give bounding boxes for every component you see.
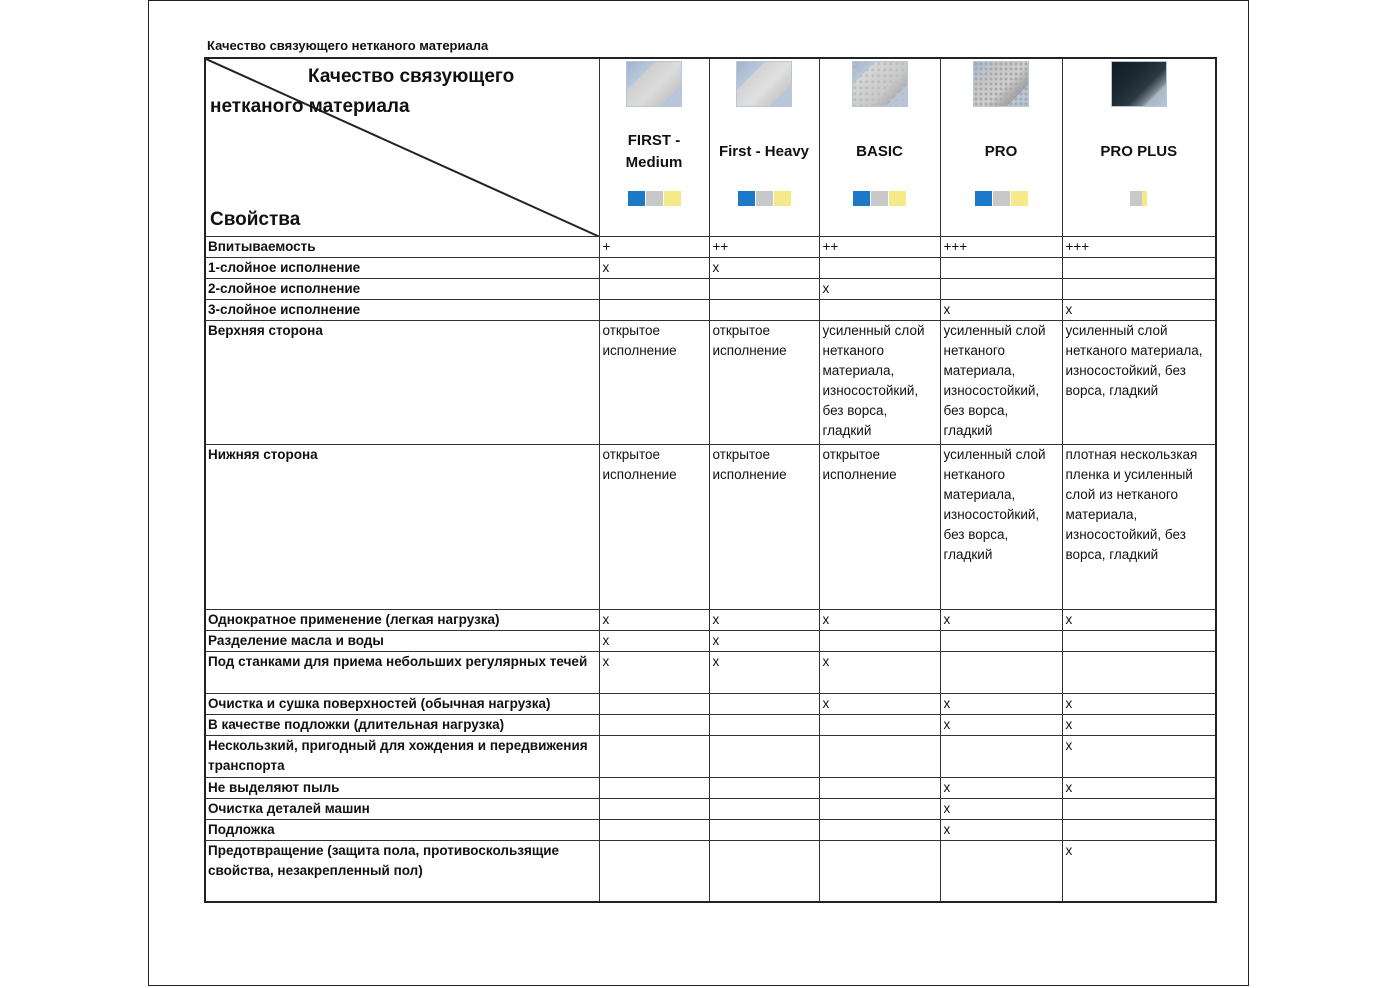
color-options (713, 191, 816, 206)
product-header-cell (709, 58, 819, 236)
blue-swatch (628, 191, 645, 206)
table-cell (940, 651, 1062, 693)
table-cell: открытое исполнение (599, 444, 709, 609)
corner-title-line1: Качество связующего (308, 66, 515, 87)
dark-nonwoven-sample-image (1111, 61, 1167, 107)
product-header-cell (819, 58, 940, 236)
color-options (944, 191, 1059, 206)
table-row (205, 299, 1216, 320)
table-cell (819, 798, 940, 819)
product-header-cell (940, 58, 1062, 236)
product-name: First - Heavy (718, 143, 810, 160)
table-row (205, 798, 1216, 819)
comparison-table (204, 57, 1217, 903)
property-label: В качестве подложки (длительная нагрузка) (205, 714, 599, 735)
property-label: 3-слойное исполнение (205, 299, 599, 320)
table-cell: ++ (819, 236, 940, 257)
table-row (205, 819, 1216, 840)
table-cell (709, 735, 819, 777)
table-row (205, 693, 1216, 714)
table-cell (599, 840, 709, 902)
property-label: Однократное применение (легкая нагрузка) (205, 609, 599, 630)
property-label: Очистка и сушка поверхностей (обычная нагрузка) (205, 693, 599, 714)
table-cell: усиленный слой нетканого материала, износостойкий, без ворса, гладкий (940, 444, 1062, 609)
table-cell (940, 257, 1062, 278)
table-cell (709, 819, 819, 840)
product-name: BASIC (856, 143, 903, 160)
table-cell (599, 693, 709, 714)
property-label: 2-слойное исполнение (205, 278, 599, 299)
color-options (1066, 191, 1213, 206)
table-cell: x (940, 714, 1062, 735)
table-cell: плотная нескользкая пленка и усиленный слой из нетканого материала, износостойкий, без ворса, гладкий (1062, 444, 1216, 609)
table-cell: x (940, 299, 1062, 320)
table-cell (709, 278, 819, 299)
table-cell (599, 714, 709, 735)
product-header-cell (599, 58, 709, 236)
table-cell: x (599, 257, 709, 278)
table-cell (819, 257, 940, 278)
table-cell (709, 840, 819, 902)
table-cell (819, 714, 940, 735)
table-cell (940, 735, 1062, 777)
table-row (205, 236, 1216, 257)
table-cell (819, 735, 940, 777)
property-label: Верхняя сторона (205, 320, 599, 444)
table-cell: x (599, 630, 709, 651)
yellow-swatch (889, 191, 906, 206)
table-cell (709, 299, 819, 320)
yellow-swatch (1011, 191, 1028, 206)
table-cell: x (940, 693, 1062, 714)
table-cell: ++ (709, 236, 819, 257)
table-cell (819, 630, 940, 651)
grey-swatch (756, 191, 773, 206)
grey-yellow-swatch (1130, 191, 1147, 206)
table-cell: открытое исполнение (819, 444, 940, 609)
table-cell: + (599, 236, 709, 257)
table-cell: x (709, 651, 819, 693)
property-label: Подложка (205, 819, 599, 840)
header-row (205, 58, 1216, 236)
table-cell (599, 777, 709, 798)
yellow-swatch (774, 191, 791, 206)
document-title: Качество связующего нетканого материала (207, 38, 489, 53)
property-label: Впитываемость (205, 236, 599, 257)
property-label: Нескользкий, пригодный для хождения и передвижения транспорта (205, 735, 599, 777)
table-cell: усиленный слой нетканого материала, износостойкий, без ворса, гладкий (819, 320, 940, 444)
table-cell (599, 299, 709, 320)
table-cell (819, 299, 940, 320)
table-cell (709, 777, 819, 798)
blue-swatch (853, 191, 870, 206)
grey-swatch (646, 191, 663, 206)
table-row (205, 278, 1216, 299)
table-cell: x (1062, 840, 1216, 902)
table-cell (709, 798, 819, 819)
corner-title (210, 62, 540, 122)
light-grey-nonwoven-sample-image (736, 61, 792, 107)
table-cell (1062, 257, 1216, 278)
color-options (603, 191, 706, 206)
blue-swatch (738, 191, 755, 206)
table-cell: x (819, 651, 940, 693)
table-cell (940, 630, 1062, 651)
table-row (205, 320, 1216, 444)
table-row (205, 630, 1216, 651)
table-cell: x (819, 693, 940, 714)
property-label: Под станками для приема небольших регулярных течей (205, 651, 599, 693)
property-label: Разделение масла и воды (205, 630, 599, 651)
blue-swatch (975, 191, 992, 206)
speckled-grey-nonwoven-sample-image (852, 61, 908, 107)
table-cell: x (709, 609, 819, 630)
table-cell: открытое исполнение (709, 444, 819, 609)
properties-label: Свойства (210, 208, 301, 230)
property-label: 1-слойное исполнение (205, 257, 599, 278)
corner-header-cell (205, 58, 599, 236)
table-cell (1062, 630, 1216, 651)
table-cell: x (1062, 299, 1216, 320)
table-cell: x (1062, 735, 1216, 777)
table-cell (819, 819, 940, 840)
table-cell: x (709, 257, 819, 278)
table-cell: x (599, 609, 709, 630)
table-cell (709, 714, 819, 735)
table-cell: x (940, 819, 1062, 840)
textured-grey-nonwoven-sample-image (973, 61, 1029, 107)
table-cell (599, 278, 709, 299)
table-cell (940, 840, 1062, 902)
product-name: FIRST - Medium (625, 132, 683, 171)
light-grey-nonwoven-sample-image (626, 61, 682, 107)
table-cell: открытое исполнение (709, 320, 819, 444)
table-row (205, 651, 1216, 693)
table-row (205, 735, 1216, 777)
table-cell: x (1062, 693, 1216, 714)
grey-swatch (993, 191, 1010, 206)
table-cell: x (819, 609, 940, 630)
yellow-swatch (664, 191, 681, 206)
table-cell: x (599, 651, 709, 693)
table-cell (819, 840, 940, 902)
table-cell (599, 819, 709, 840)
product-name: PRO PLUS (1100, 143, 1178, 160)
property-label: Не выделяют пыль (205, 777, 599, 798)
grey-swatch (871, 191, 888, 206)
table-cell (1062, 278, 1216, 299)
table-cell: x (709, 630, 819, 651)
table-cell: усиленный слой нетканого материала, износостойкий, без ворса, гладкий (940, 320, 1062, 444)
table-cell: x (819, 278, 940, 299)
table-cell (1062, 651, 1216, 693)
table-cell (599, 735, 709, 777)
table-row (205, 714, 1216, 735)
property-label: Предотвращение (защита пола, противоскользящие свойства, незакрепленный пол) (205, 840, 599, 902)
table-cell (599, 798, 709, 819)
table-cell: x (940, 798, 1062, 819)
color-options (823, 191, 937, 206)
product-header-cell (1062, 58, 1216, 236)
table-cell (1062, 798, 1216, 819)
table-cell: +++ (940, 236, 1062, 257)
product-name: PRO (984, 143, 1018, 160)
table-cell (819, 777, 940, 798)
table-cell: x (940, 777, 1062, 798)
property-label: Очистка деталей машин (205, 798, 599, 819)
table-cell: x (1062, 714, 1216, 735)
table-row (205, 257, 1216, 278)
table-cell: x (940, 609, 1062, 630)
corner-title-line2: нетканого материала (210, 96, 410, 117)
table-cell (1062, 819, 1216, 840)
table-row (205, 840, 1216, 902)
table-row (205, 777, 1216, 798)
table-cell (940, 278, 1062, 299)
table-cell: +++ (1062, 236, 1216, 257)
table-cell: x (1062, 609, 1216, 630)
table-cell: усиленный слой нетканого материала, износостойкий, без ворса, гладкий (1062, 320, 1216, 444)
table-cell (709, 693, 819, 714)
property-label: Нижняя сторона (205, 444, 599, 609)
table-row (205, 609, 1216, 630)
table-cell: открытое исполнение (599, 320, 709, 444)
table-row (205, 444, 1216, 609)
table-cell: x (1062, 777, 1216, 798)
